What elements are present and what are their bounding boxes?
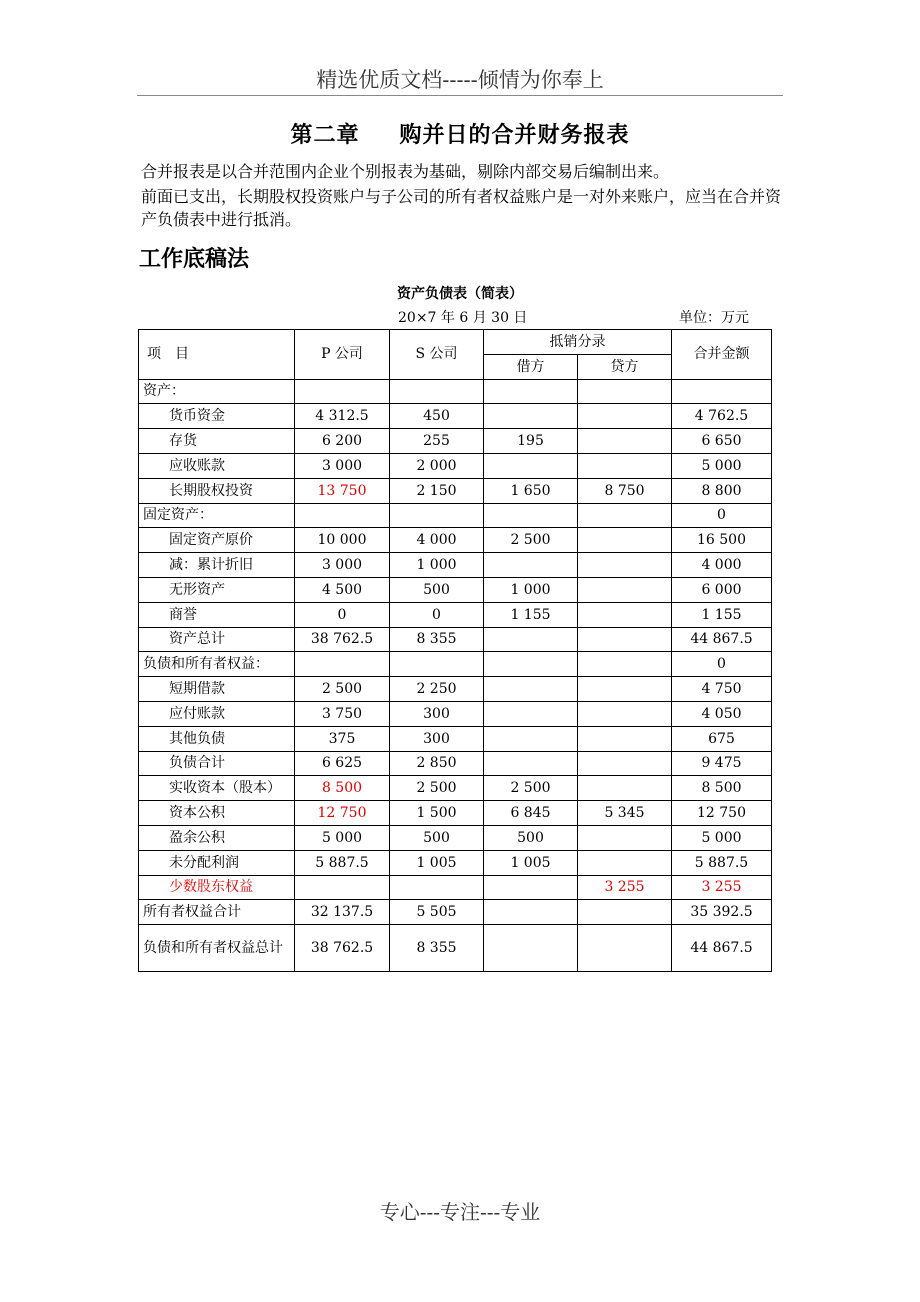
debit-value bbox=[484, 627, 578, 652]
row-label: 负债和所有者权益： bbox=[139, 652, 295, 677]
s-company-value: 2 150 bbox=[390, 478, 484, 503]
p-company-value: 32 137.5 bbox=[295, 900, 390, 925]
s-company-value: 2 250 bbox=[390, 677, 484, 702]
table-row bbox=[139, 751, 772, 776]
p-company-value: 2 500 bbox=[295, 677, 390, 702]
consolidated-value bbox=[672, 379, 772, 404]
debit-value: 2 500 bbox=[484, 776, 578, 801]
consolidated-value: 0 bbox=[672, 652, 772, 677]
s-company-value: 1 000 bbox=[390, 553, 484, 578]
p-company-value: 5 887.5 bbox=[295, 850, 390, 875]
s-company-value: 5 505 bbox=[390, 900, 484, 925]
consolidated-value: 35 392.5 bbox=[672, 900, 772, 925]
row-label: 货币资金 bbox=[139, 404, 295, 429]
table-row bbox=[139, 528, 772, 553]
table-row bbox=[139, 701, 772, 726]
s-company-value bbox=[390, 503, 484, 528]
table-row bbox=[139, 825, 772, 850]
table-header-row-1 bbox=[139, 330, 772, 355]
table-date: 20×7 年 6 月 30 日 bbox=[398, 310, 528, 326]
header-item: 项 目 bbox=[139, 330, 295, 380]
p-company-value: 13 750 bbox=[295, 478, 390, 503]
consolidated-value: 6 650 bbox=[672, 429, 772, 454]
table-row bbox=[139, 453, 772, 478]
intro-paragraph-1: 合并报表是以合并范围内企业个别报表为基础，剔除内部交易后编制出来。 bbox=[141, 162, 670, 181]
row-label: 资本公积 bbox=[139, 801, 295, 826]
p-company-value: 0 bbox=[295, 602, 390, 627]
p-company-value: 38 762.5 bbox=[295, 627, 390, 652]
credit-value bbox=[578, 429, 672, 454]
s-company-value: 500 bbox=[390, 577, 484, 602]
table-row bbox=[139, 726, 772, 751]
credit-value bbox=[578, 404, 672, 429]
s-company-value: 255 bbox=[390, 429, 484, 454]
row-label: 固定资产： bbox=[139, 503, 295, 528]
row-label: 未分配利润 bbox=[139, 850, 295, 875]
p-company-value bbox=[295, 379, 390, 404]
credit-value bbox=[578, 677, 672, 702]
credit-value bbox=[578, 900, 672, 925]
table-row bbox=[139, 776, 772, 801]
header-debit: 借方 bbox=[484, 354, 578, 379]
row-label: 应付账款 bbox=[139, 701, 295, 726]
consolidated-value: 5 000 bbox=[672, 825, 772, 850]
p-company-value: 6 200 bbox=[295, 429, 390, 454]
header-consolidated: 合并金额 bbox=[672, 330, 772, 380]
header-p-company: P 公司 bbox=[295, 330, 390, 380]
p-company-value: 38 762.5 bbox=[295, 925, 390, 972]
s-company-value bbox=[390, 875, 484, 900]
credit-value bbox=[578, 503, 672, 528]
p-company-value: 3 750 bbox=[295, 701, 390, 726]
balance-sheet-table bbox=[138, 329, 772, 972]
consolidated-value: 675 bbox=[672, 726, 772, 751]
consolidated-value: 5 000 bbox=[672, 453, 772, 478]
debit-value: 1 000 bbox=[484, 577, 578, 602]
credit-value bbox=[578, 776, 672, 801]
table-row bbox=[139, 404, 772, 429]
credit-value bbox=[578, 701, 672, 726]
consolidated-value: 0 bbox=[672, 503, 772, 528]
table-row bbox=[139, 627, 772, 652]
credit-value: 5 345 bbox=[578, 801, 672, 826]
credit-value bbox=[578, 825, 672, 850]
credit-value bbox=[578, 925, 672, 972]
row-label: 盈余公积 bbox=[139, 825, 295, 850]
header-divider bbox=[137, 95, 783, 96]
table-row bbox=[139, 503, 772, 528]
section-heading: 工作底稿法 bbox=[139, 247, 250, 272]
consolidated-value: 3 255 bbox=[672, 875, 772, 900]
chapter-name: 购并日的合并财务报表 bbox=[399, 123, 630, 148]
consolidated-value: 12 750 bbox=[672, 801, 772, 826]
row-label: 负债和所有者权益总计 bbox=[139, 925, 295, 972]
consolidated-value: 8 500 bbox=[672, 776, 772, 801]
debit-value: 1 005 bbox=[484, 850, 578, 875]
p-company-value: 5 000 bbox=[295, 825, 390, 850]
p-company-value: 4 500 bbox=[295, 577, 390, 602]
s-company-value: 300 bbox=[390, 701, 484, 726]
table-row bbox=[139, 553, 772, 578]
table-row bbox=[139, 925, 772, 972]
row-label: 少数股东权益 bbox=[139, 875, 295, 900]
header-elimination: 抵销分录 bbox=[484, 330, 672, 355]
table-row bbox=[139, 602, 772, 627]
credit-value bbox=[578, 528, 672, 553]
p-company-value: 3 000 bbox=[295, 453, 390, 478]
p-company-value: 10 000 bbox=[295, 528, 390, 553]
chapter-number: 第二章 bbox=[290, 123, 360, 148]
debit-value: 2 500 bbox=[484, 528, 578, 553]
row-label: 其他负债 bbox=[139, 726, 295, 751]
table-row bbox=[139, 577, 772, 602]
header-credit: 贷方 bbox=[578, 354, 672, 379]
debit-value bbox=[484, 553, 578, 578]
table-row bbox=[139, 677, 772, 702]
debit-value bbox=[484, 677, 578, 702]
row-label: 减：累计折旧 bbox=[139, 553, 295, 578]
table-row bbox=[139, 900, 772, 925]
debit-value bbox=[484, 503, 578, 528]
consolidated-value: 1 155 bbox=[672, 602, 772, 627]
credit-value bbox=[578, 751, 672, 776]
consolidated-value: 44 867.5 bbox=[672, 925, 772, 972]
credit-value bbox=[578, 577, 672, 602]
chapter-title bbox=[0, 118, 920, 149]
table-title: 资产负债表（简表） bbox=[397, 286, 523, 302]
table-row bbox=[139, 429, 772, 454]
debit-value bbox=[484, 404, 578, 429]
debit-value bbox=[484, 379, 578, 404]
debit-value bbox=[484, 726, 578, 751]
consolidated-value: 44 867.5 bbox=[672, 627, 772, 652]
p-company-value bbox=[295, 875, 390, 900]
table-row bbox=[139, 875, 772, 900]
debit-value: 6 845 bbox=[484, 801, 578, 826]
s-company-value: 500 bbox=[390, 825, 484, 850]
p-company-value: 3 000 bbox=[295, 553, 390, 578]
table-unit: 单位：万元 bbox=[679, 310, 749, 326]
credit-value bbox=[578, 652, 672, 677]
debit-value: 195 bbox=[484, 429, 578, 454]
consolidated-value: 4 000 bbox=[672, 553, 772, 578]
consolidated-value: 16 500 bbox=[672, 528, 772, 553]
debit-value bbox=[484, 652, 578, 677]
row-label: 无形资产 bbox=[139, 577, 295, 602]
credit-value bbox=[578, 726, 672, 751]
debit-value bbox=[484, 875, 578, 900]
s-company-value: 300 bbox=[390, 726, 484, 751]
table-row bbox=[139, 379, 772, 404]
row-label: 实收资本（股本） bbox=[139, 776, 295, 801]
table-row bbox=[139, 652, 772, 677]
page-footer: 专心---专注---专业 bbox=[379, 1200, 541, 1224]
credit-value bbox=[578, 553, 672, 578]
debit-value: 500 bbox=[484, 825, 578, 850]
s-company-value: 1 005 bbox=[390, 850, 484, 875]
consolidated-value: 4 750 bbox=[672, 677, 772, 702]
credit-value bbox=[578, 627, 672, 652]
s-company-value: 8 355 bbox=[390, 925, 484, 972]
credit-value: 3 255 bbox=[578, 875, 672, 900]
consolidated-value: 4 762.5 bbox=[672, 404, 772, 429]
p-company-value: 8 500 bbox=[295, 776, 390, 801]
row-label: 资产总计 bbox=[139, 627, 295, 652]
consolidated-value: 5 887.5 bbox=[672, 850, 772, 875]
row-label: 资产： bbox=[139, 379, 295, 404]
table-row bbox=[139, 478, 772, 503]
table-row bbox=[139, 850, 772, 875]
s-company-value: 2 850 bbox=[390, 751, 484, 776]
s-company-value: 450 bbox=[390, 404, 484, 429]
p-company-value bbox=[295, 503, 390, 528]
debit-value bbox=[484, 701, 578, 726]
credit-value: 8 750 bbox=[578, 478, 672, 503]
row-label: 商誉 bbox=[139, 602, 295, 627]
row-label: 存货 bbox=[139, 429, 295, 454]
debit-value bbox=[484, 925, 578, 972]
row-label: 所有者权益合计 bbox=[139, 900, 295, 925]
s-company-value: 2 500 bbox=[390, 776, 484, 801]
row-label: 长期股权投资 bbox=[139, 478, 295, 503]
credit-value bbox=[578, 453, 672, 478]
header-s-company: S 公司 bbox=[390, 330, 484, 380]
row-label: 短期借款 bbox=[139, 677, 295, 702]
p-company-value: 375 bbox=[295, 726, 390, 751]
s-company-value: 0 bbox=[390, 602, 484, 627]
debit-value: 1 650 bbox=[484, 478, 578, 503]
consolidated-value: 6 000 bbox=[672, 577, 772, 602]
consolidated-value: 4 050 bbox=[672, 701, 772, 726]
table-row bbox=[139, 801, 772, 826]
s-company-value bbox=[390, 379, 484, 404]
debit-value bbox=[484, 751, 578, 776]
page-header: 精选优质文档-----倾情为你奉上 bbox=[316, 68, 604, 92]
credit-value bbox=[578, 602, 672, 627]
s-company-value: 1 500 bbox=[390, 801, 484, 826]
credit-value bbox=[578, 850, 672, 875]
row-label: 应收账款 bbox=[139, 453, 295, 478]
row-label: 负债合计 bbox=[139, 751, 295, 776]
p-company-value: 12 750 bbox=[295, 801, 390, 826]
s-company-value: 4 000 bbox=[390, 528, 484, 553]
p-company-value: 6 625 bbox=[295, 751, 390, 776]
row-label: 固定资产原价 bbox=[139, 528, 295, 553]
debit-value bbox=[484, 900, 578, 925]
intro-paragraph-2: 前面已支出，长期股权投资账户与子公司的所有者权益账户是一对外来账户，应当在合并资产负债表中进行抵消。 bbox=[141, 187, 782, 229]
debit-value bbox=[484, 453, 578, 478]
p-company-value bbox=[295, 652, 390, 677]
debit-value: 1 155 bbox=[484, 602, 578, 627]
p-company-value: 4 312.5 bbox=[295, 404, 390, 429]
consolidated-value: 8 800 bbox=[672, 478, 772, 503]
s-company-value: 8 355 bbox=[390, 627, 484, 652]
s-company-value: 2 000 bbox=[390, 453, 484, 478]
credit-value bbox=[578, 379, 672, 404]
consolidated-value: 9 475 bbox=[672, 751, 772, 776]
s-company-value bbox=[390, 652, 484, 677]
